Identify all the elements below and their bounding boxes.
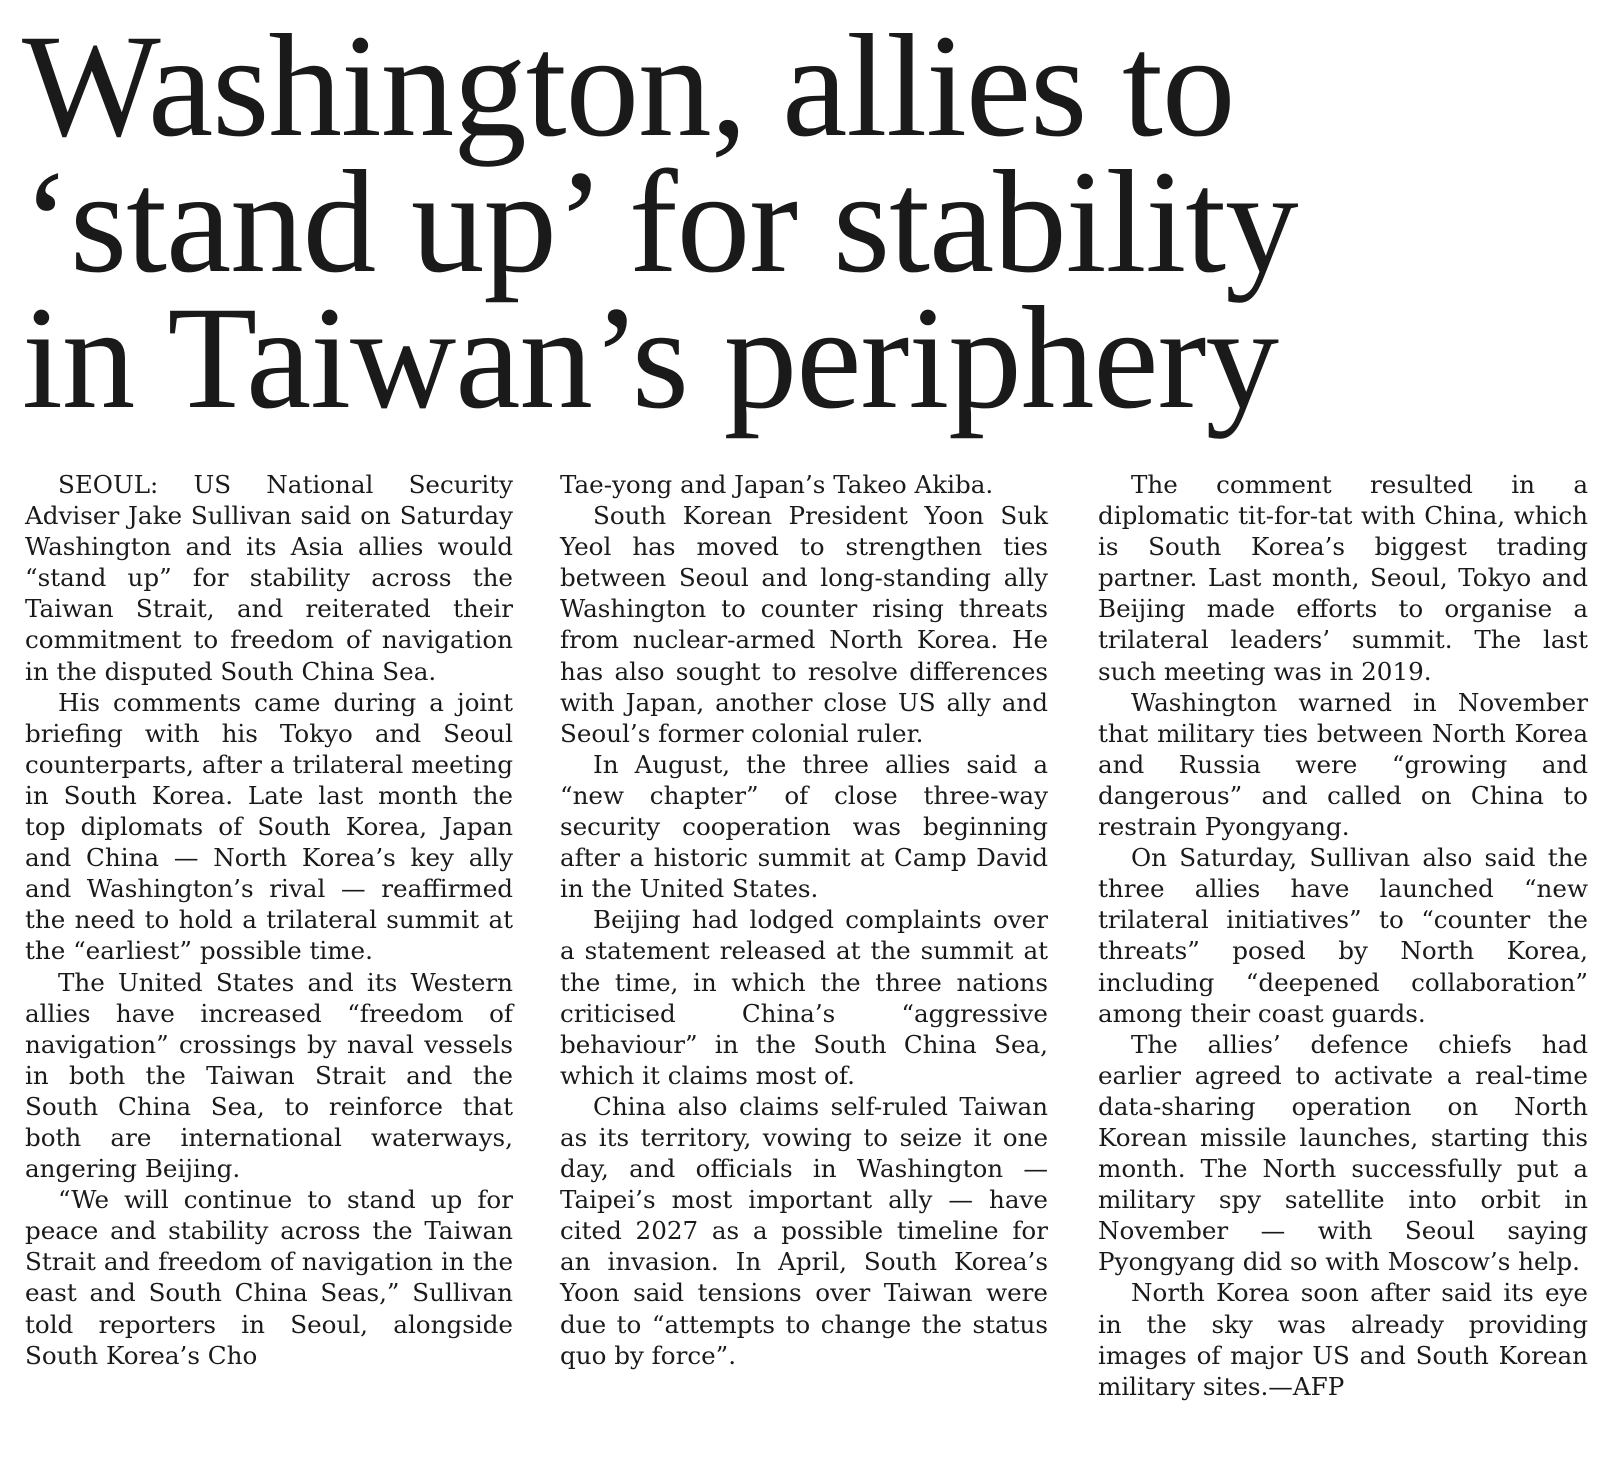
article-paragraph: Washington warned in November that military ties between North Korea and Russia were “growing and dangerous” and called on China to restrain Pyongyang.	[1098, 687, 1588, 842]
article-column-2	[560, 469, 1048, 1371]
article-paragraph: The United States and its Western allies have increased “freedom of navigation” crossings by naval vessels in both the Taiwan Strait and the South China Sea, to reinforce that both are international waterways, angering Beijing.	[25, 967, 513, 1184]
article-paragraph: “We will continue to stand up for peace and stability across the Taiwan Strait and freedom of navigation in the east and South China Seas,” Sullivan told reporters in Seoul, alongside South Korea’s Cho	[25, 1185, 513, 1370]
article-paragraph: SEOUL: US National Security Adviser Jake Sullivan said on Saturday Washington and its Asia allies would “stand up” for stability across the Taiwan Strait, and reiterated their commitment to freedom of navigation in the disputed South China Sea.	[25, 470, 513, 686]
headline-line-3: in Taiwan’s periphery	[22, 276, 1278, 439]
article-paragraph: Tae-yong and Japan’s Takeo Akiba.	[560, 470, 994, 499]
article-paragraph: The allies’ defence chiefs had earlier agreed to activate a real-time data-sharing operation on North Korean missile launches, starting this month. The North successfully put a military spy satellite into orbit in November — with Seoul saying Pyongyang did so with Moscow’s help.	[1098, 1029, 1588, 1277]
article-column-1	[25, 469, 513, 1371]
article-paragraph: On Saturday, Sullivan also said the three allies have launched “new trilateral initiatives” to “counter the threats” posed by North Korea, including “deepened collaboration” among their coast guards.	[1098, 843, 1588, 1028]
headline-line-1: Washington, allies to	[22, 4, 1235, 167]
article-paragraph: South Korean President Yoon Suk Yeol has moved to strengthen ties between Seoul and long-standing ally Washington to counter rising threats from nuclear-armed North Korea. He has also sought to resolve differences with Japan, another close US ally and Seoul’s former colonial ruler.	[560, 501, 1048, 748]
article-paragraph: In August, the three allies said a “new chapter” of close three-way security cooperation was beginning after a historic summit at Camp David in the United States.	[560, 749, 1048, 904]
article-paragraph: Beijing had lodged complaints over a statement released at the summit at the time, in which the three nations criticised China’s “aggressive behaviour” in the South China Sea, which it claims most of.	[560, 905, 1048, 1090]
article-paragraph: China also claims self-ruled Taiwan as its territory, vowing to seize it one day, and officials in Washington — Taipei’s most important ally — have cited 2027 as a possible timeline for an invasion. In April, South Korea’s Yoon said tensions over Taiwan were due to “attempts to change the status quo by force”.	[560, 1091, 1048, 1370]
headline-line-2: ‘stand up’ for stability	[22, 140, 1298, 303]
article-paragraph: North Korea soon after said its eye in the sky was already providing images of major US and South Korean military sites.—AFP	[1098, 1278, 1588, 1401]
article-paragraph: The comment resulted in a diplomatic tit-for-tat with China, which is South Korea’s biggest trading partner. Last month, Seoul, Tokyo and Beijing made efforts to organise a trilateral leaders’ summit. The last such meeting was in 2019.	[1098, 470, 1588, 686]
headline	[22, 4, 1592, 439]
article-column-3	[1098, 469, 1588, 1402]
article-paragraph: His comments came during a joint briefing with his Tokyo and Seoul counterparts, after a trilateral meeting in South Korea. Late last month the top diplomats of South Korea, Japan and China — North Korea’s key ally and Washington’s rival — reaffirmed the need to hold a trilateral summit at the “earliest” possible time.	[25, 687, 513, 966]
